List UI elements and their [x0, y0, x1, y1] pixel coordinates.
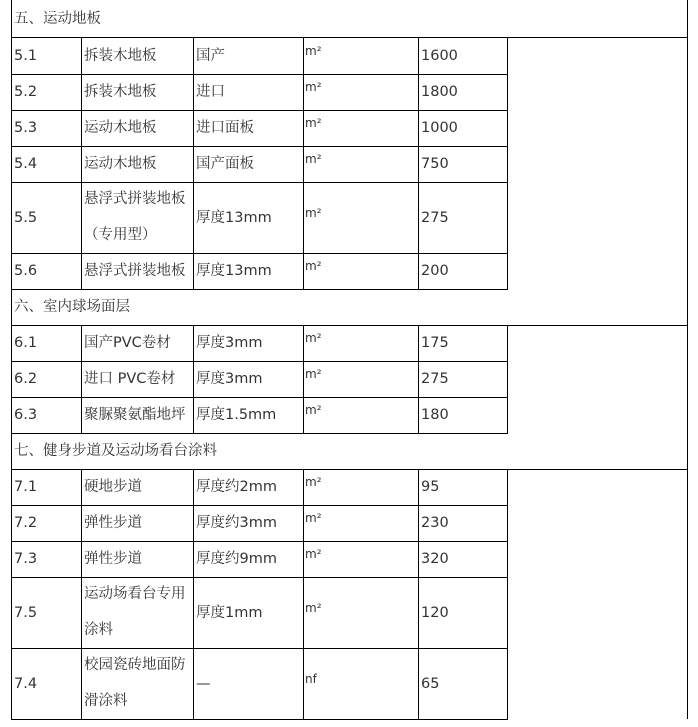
item-spec: 厚度1mm — [196, 604, 263, 621]
item-price: 230 — [421, 515, 449, 531]
item-unit: m² — [305, 205, 322, 220]
table-border — [193, 325, 194, 361]
item-number: 5.6 — [14, 263, 38, 279]
table-border — [418, 110, 419, 146]
table-border — [81, 110, 82, 146]
item-number: 6.2 — [14, 371, 38, 387]
item-price: 320 — [421, 551, 449, 567]
item-name: 拆装木地板 — [84, 47, 157, 64]
table-border — [418, 541, 419, 577]
table-border — [303, 110, 304, 146]
section-title: 七、健身步道及运动场看台涂料 — [14, 443, 217, 459]
item-spec: 进口 — [196, 84, 225, 100]
item-name: 弹性步道 — [84, 515, 142, 531]
item-unit: m² — [305, 511, 322, 525]
table-border — [193, 577, 194, 648]
item-unit: m² — [305, 367, 322, 381]
table-border — [81, 541, 82, 577]
item-unit: m² — [305, 403, 322, 417]
table-border — [11, 433, 508, 434]
table-border — [11, 289, 508, 290]
item-number: 5.4 — [14, 156, 38, 172]
item-spec: — — [196, 675, 211, 692]
table-border — [418, 505, 419, 541]
item-name: 进口 PVC卷材 — [84, 371, 176, 387]
table-border — [11, 361, 508, 362]
table-border — [303, 648, 304, 719]
item-number: 5.3 — [14, 120, 38, 136]
item-number: 5.5 — [14, 209, 38, 226]
table-border — [507, 505, 508, 541]
item-spec: 厚度约3mm — [196, 515, 277, 531]
item-name: 悬浮式拼装地板 — [84, 263, 186, 279]
table-border — [11, 541, 508, 542]
item-spec: 厚度约9mm — [196, 551, 277, 567]
item-unit: m² — [305, 259, 322, 273]
table-border — [687, 0, 688, 719]
table-border — [81, 182, 82, 253]
table-border — [11, 0, 12, 719]
table-border — [81, 469, 82, 505]
item-price: 180 — [421, 407, 449, 423]
table-border — [81, 648, 82, 719]
item-unit: m² — [305, 475, 322, 489]
item-number: 7.2 — [14, 515, 38, 531]
table-border — [81, 74, 82, 110]
table-border — [193, 648, 194, 719]
table-border — [418, 146, 419, 182]
table-border — [81, 397, 82, 433]
item-number: 7.5 — [14, 604, 38, 621]
table-border — [418, 469, 419, 505]
table-border — [418, 577, 419, 648]
item-price: 1000 — [421, 120, 458, 136]
item-unit: m² — [305, 116, 322, 130]
table-border — [11, 146, 508, 147]
item-price: 750 — [421, 156, 449, 172]
item-spec: 进口面板 — [196, 120, 254, 136]
item-spec: 厚度约2mm — [196, 479, 277, 495]
table-border — [507, 361, 508, 397]
table-border — [418, 253, 419, 289]
table-border — [507, 37, 508, 74]
table-border — [81, 505, 82, 541]
table-border — [193, 37, 194, 74]
table-border — [81, 577, 82, 648]
item-number: 5.2 — [14, 84, 38, 100]
item-number: 7.4 — [14, 675, 38, 692]
table-border — [11, 719, 508, 720]
table-border — [193, 146, 194, 182]
table-border — [193, 182, 194, 253]
item-unit: m² — [305, 600, 322, 615]
item-name: 运动木地板 — [84, 120, 157, 136]
item-price: 200 — [421, 263, 449, 279]
item-name: 悬浮式拼装地板（专用型） — [84, 191, 186, 243]
table-border — [11, 110, 508, 111]
table-border — [418, 648, 419, 719]
table-border — [193, 253, 194, 289]
table-border — [303, 253, 304, 289]
table-border — [11, 325, 688, 326]
table-border — [303, 505, 304, 541]
item-unit: m² — [305, 331, 322, 345]
item-price: 175 — [421, 335, 449, 351]
table-border — [303, 37, 304, 74]
table-border — [193, 505, 194, 541]
table-border — [193, 541, 194, 577]
item-price: 1800 — [421, 84, 458, 100]
table-border — [303, 541, 304, 577]
item-name: 国产PVC卷材 — [84, 335, 171, 351]
table-border — [418, 37, 419, 74]
item-spec: 厚度13mm — [196, 209, 272, 226]
table-border — [303, 361, 304, 397]
table-border — [193, 469, 194, 505]
table-border — [81, 325, 82, 361]
table-border — [303, 469, 304, 505]
table-border — [193, 74, 194, 110]
table-border — [193, 110, 194, 146]
item-price: 275 — [421, 371, 449, 387]
table-border — [507, 541, 508, 577]
table-border — [507, 397, 508, 433]
item-name: 运动场看台专用涂料 — [84, 586, 186, 638]
table-border — [418, 74, 419, 110]
item-number: 6.1 — [14, 335, 38, 351]
item-unit: m² — [305, 152, 322, 166]
item-number: 5.1 — [14, 47, 38, 64]
item-unit: nf — [305, 671, 317, 686]
item-name: 聚脲聚氨酯地坪 — [84, 407, 186, 423]
table-border — [418, 325, 419, 361]
table-border — [418, 397, 419, 433]
item-price: 120 — [421, 604, 449, 621]
table-border — [11, 505, 508, 506]
item-name: 运动木地板 — [84, 156, 157, 172]
table-border — [303, 577, 304, 648]
item-price: 275 — [421, 209, 449, 226]
table-border — [507, 146, 508, 182]
item-name: 硬地步道 — [84, 479, 142, 495]
item-price: 65 — [421, 675, 440, 692]
table-border — [11, 37, 688, 38]
section-title: 六、室内球场面层 — [14, 299, 130, 315]
table-border — [507, 648, 508, 719]
item-spec: 厚度3mm — [196, 335, 263, 351]
item-unit: m² — [305, 80, 322, 94]
table-border — [303, 325, 304, 361]
item-spec: 厚度13mm — [196, 263, 272, 279]
item-price: 1600 — [421, 47, 458, 64]
item-unit: m² — [305, 547, 322, 561]
table-border — [507, 182, 508, 253]
table-border — [507, 325, 508, 361]
table-border — [507, 110, 508, 146]
item-unit: m² — [305, 43, 322, 58]
item-spec: 国产 — [196, 47, 225, 64]
table-border — [81, 37, 82, 74]
item-spec: 厚度1.5mm — [196, 407, 277, 423]
table-border — [303, 397, 304, 433]
table-border — [418, 182, 419, 253]
table-border — [11, 397, 508, 398]
table-border — [507, 469, 508, 505]
item-spec: 国产面板 — [196, 156, 254, 172]
table-border — [193, 397, 194, 433]
item-spec: 厚度3mm — [196, 371, 263, 387]
item-number: 7.3 — [14, 551, 38, 567]
table-border — [81, 361, 82, 397]
table-border — [81, 146, 82, 182]
table-border — [418, 361, 419, 397]
table-border — [193, 361, 194, 397]
table-border — [11, 253, 508, 254]
table-border — [11, 469, 688, 470]
table-border — [507, 253, 508, 289]
item-number: 7.1 — [14, 479, 38, 495]
table-border — [11, 74, 508, 75]
item-price: 95 — [421, 479, 440, 495]
table-border — [507, 74, 508, 110]
item-name: 拆装木地板 — [84, 84, 157, 100]
table-border — [303, 182, 304, 253]
item-name: 校园瓷砖地面防滑涂料 — [84, 657, 186, 709]
item-number: 6.3 — [14, 407, 38, 423]
section-title: 五、运动地板 — [14, 10, 101, 27]
table-border — [507, 577, 508, 648]
table-border — [81, 253, 82, 289]
table-border — [303, 146, 304, 182]
table-border — [303, 74, 304, 110]
item-name: 弹性步道 — [84, 551, 142, 567]
